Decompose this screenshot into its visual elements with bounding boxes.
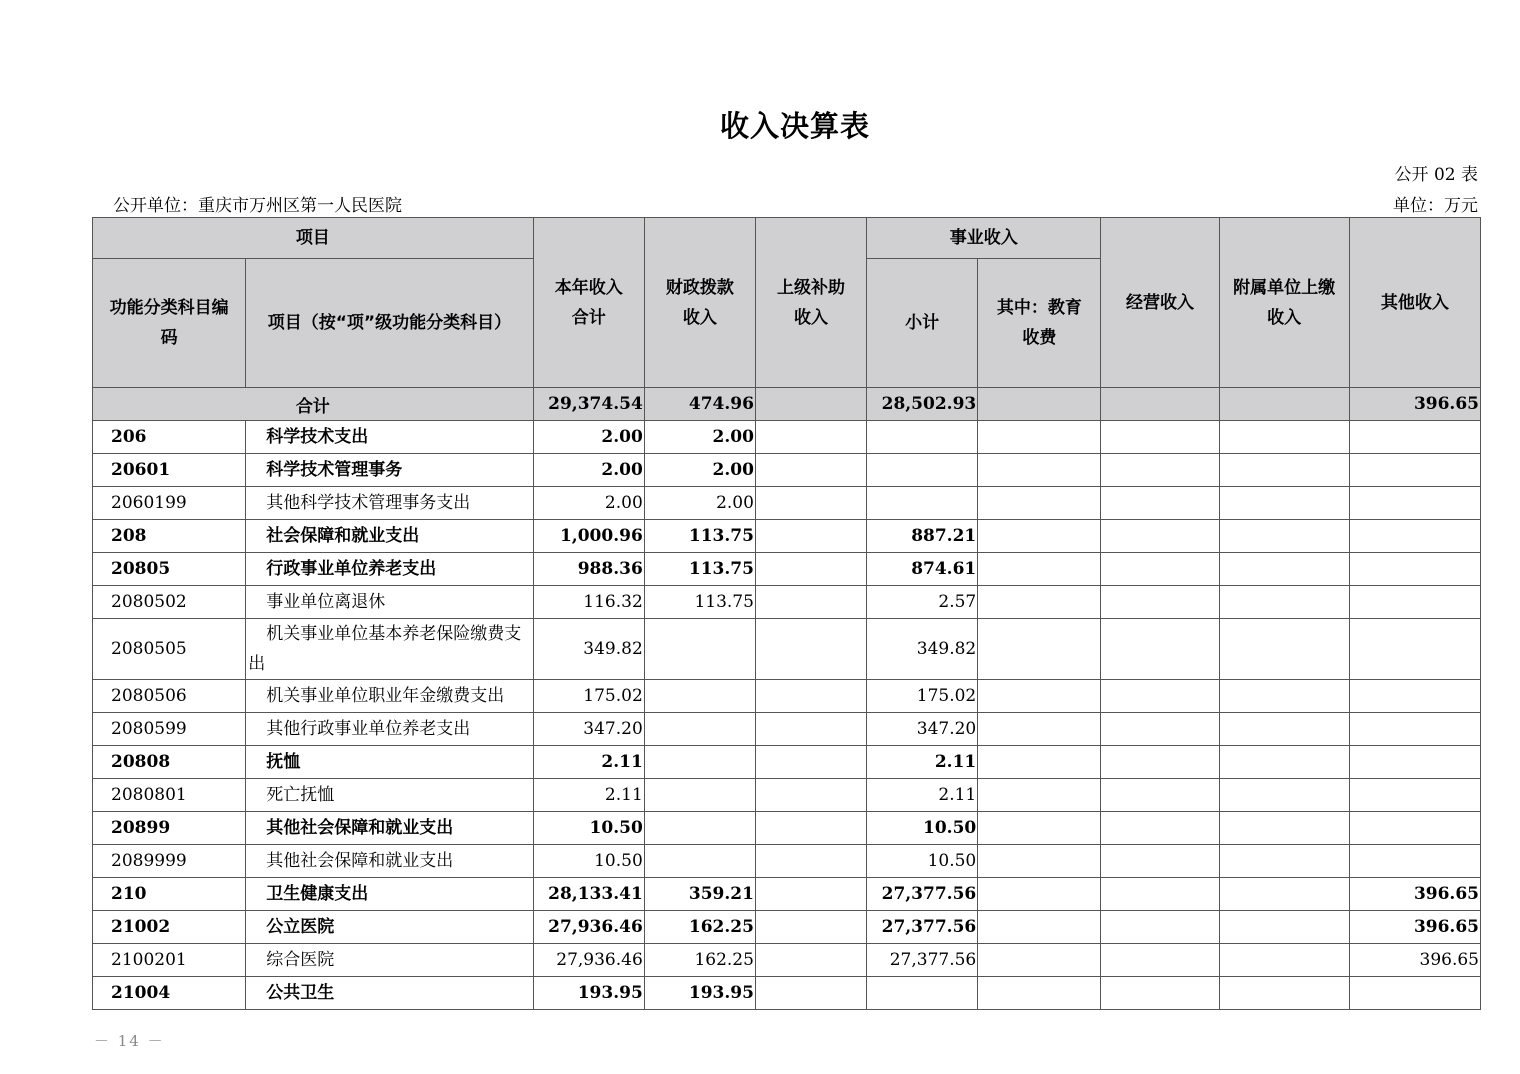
cell-other (1349, 520, 1480, 553)
cell-affiliate (1219, 812, 1349, 845)
cell-edu-fee (978, 454, 1101, 487)
cell-item-name: 抚恤 (246, 746, 533, 779)
cell-superior (755, 586, 866, 619)
cell-total-income: 1,000.96 (533, 520, 644, 553)
cell-affiliate (1219, 421, 1349, 454)
cell-code: 21002 (93, 911, 246, 944)
cell-total-income: 2.00 (533, 421, 644, 454)
cell-other (1349, 553, 1480, 586)
cell-subtotal: 175.02 (867, 680, 978, 713)
cell-edu-fee (978, 586, 1101, 619)
cell-affiliate (1219, 487, 1349, 520)
page-title: 收入决算表 (719, 109, 870, 143)
cell-fiscal: 359.21 (644, 878, 755, 911)
table-row (93, 520, 1481, 553)
cell-affiliate (1219, 779, 1349, 812)
cell-operating (1101, 388, 1219, 421)
cell-code: 2080599 (93, 713, 246, 746)
cell-item-name: 卫生健康支出 (246, 878, 533, 911)
cell-code: 210 (93, 878, 246, 911)
cell-fiscal (644, 779, 755, 812)
cell-total-income: 193.95 (533, 977, 644, 1010)
cell-operating (1101, 553, 1219, 586)
cell-fiscal: 113.75 (644, 586, 755, 619)
cell-superior (755, 977, 866, 1010)
cell-other (1349, 845, 1480, 878)
cell-other (1349, 586, 1480, 619)
cell-other (1349, 680, 1480, 713)
cell-subtotal (867, 454, 978, 487)
cell-operating (1101, 487, 1219, 520)
header-subtotal: 小计 (867, 259, 978, 388)
cell-fiscal (644, 713, 755, 746)
reporting-organization: 公开单位：重庆市万州区第一人民医院 (113, 196, 402, 216)
cell-operating (1101, 746, 1219, 779)
cell-edu-fee (978, 421, 1101, 454)
cell-total-income: 10.50 (533, 812, 644, 845)
cell-fiscal (644, 746, 755, 779)
cell-code: 2089999 (93, 845, 246, 878)
table-row (93, 454, 1481, 487)
cell-fiscal: 162.25 (644, 944, 755, 977)
cell-affiliate (1219, 713, 1349, 746)
cell-other (1349, 977, 1480, 1010)
cell-affiliate (1219, 553, 1349, 586)
cell-affiliate (1219, 388, 1349, 421)
cell-code: 2080801 (93, 779, 246, 812)
cell-other (1349, 454, 1480, 487)
table-row (93, 944, 1481, 977)
cell-subtotal: 27,377.56 (867, 944, 978, 977)
cell-operating (1101, 911, 1219, 944)
cell-other: 396.65 (1349, 388, 1480, 421)
cell-fiscal (644, 680, 755, 713)
cell-operating (1101, 878, 1219, 911)
cell-operating (1101, 845, 1219, 878)
cell-edu-fee (978, 779, 1101, 812)
cell-fiscal: 113.75 (644, 520, 755, 553)
table-row (93, 878, 1481, 911)
cell-item-name: 行政事业单位养老支出 (246, 553, 533, 586)
table-row (93, 845, 1481, 878)
cell-superior (755, 911, 866, 944)
cell-superior (755, 520, 866, 553)
cell-affiliate (1219, 977, 1349, 1010)
cell-code: 2080505 (93, 619, 246, 680)
cell-subtotal: 349.82 (867, 619, 978, 680)
cell-total-income: 2.00 (533, 454, 644, 487)
cell-item-name: 死亡抚恤 (246, 779, 533, 812)
cell-affiliate (1219, 878, 1349, 911)
cell-other (1349, 487, 1480, 520)
cell-item-name: 综合医院 (246, 944, 533, 977)
cell-fiscal: 162.25 (644, 911, 755, 944)
cell-item-name: 社会保障和就业支出 (246, 520, 533, 553)
cell-total-income: 27,936.46 (533, 911, 644, 944)
cell-operating (1101, 812, 1219, 845)
cell-fiscal: 113.75 (644, 553, 755, 586)
cell-subtotal: 28,502.93 (867, 388, 978, 421)
cell-fiscal: 2.00 (644, 421, 755, 454)
table-row (93, 779, 1481, 812)
cell-affiliate (1219, 944, 1349, 977)
table-row (93, 812, 1481, 845)
cell-affiliate (1219, 619, 1349, 680)
total-row (93, 388, 1481, 421)
cell-fiscal: 2.00 (644, 454, 755, 487)
cell-code: 2080506 (93, 680, 246, 713)
cell-other (1349, 713, 1480, 746)
table-row (93, 487, 1481, 520)
cell-operating (1101, 944, 1219, 977)
cell-other (1349, 779, 1480, 812)
cell-edu-fee (978, 911, 1101, 944)
cell-item-name: 公共卫生 (246, 977, 533, 1010)
cell-subtotal (867, 487, 978, 520)
cell-superior (755, 619, 866, 680)
cell-edu-fee (978, 680, 1101, 713)
cell-item-name: 机关事业单位职业年金缴费支出 (246, 680, 533, 713)
cell-edu-fee (978, 845, 1101, 878)
table-row (93, 421, 1481, 454)
cell-item-name: 其他科学技术管理事务支出 (246, 487, 533, 520)
cell-other: 396.65 (1349, 911, 1480, 944)
cell-subtotal: 887.21 (867, 520, 978, 553)
cell-total-income: 2.00 (533, 487, 644, 520)
table-row (93, 977, 1481, 1010)
cell-subtotal: 10.50 (867, 812, 978, 845)
cell-affiliate (1219, 911, 1349, 944)
cell-superior (755, 845, 866, 878)
header-total-income: 本年收入合计 (533, 218, 644, 388)
cell-other (1349, 619, 1480, 680)
cell-code: 2060199 (93, 487, 246, 520)
cell-code: 20601 (93, 454, 246, 487)
cell-code: 21004 (93, 977, 246, 1010)
cell-total-income: 27,936.46 (533, 944, 644, 977)
header-superior: 上级补助收入 (755, 218, 866, 388)
cell-total-income: 10.50 (533, 845, 644, 878)
cell-code: 208 (93, 520, 246, 553)
header-business-income: 事业收入 (867, 218, 1101, 259)
cell-operating (1101, 619, 1219, 680)
header-other: 其他收入 (1349, 218, 1480, 388)
cell-fiscal (644, 812, 755, 845)
cell-total-income: 116.32 (533, 586, 644, 619)
table-row (93, 680, 1481, 713)
table-row (93, 553, 1481, 586)
cell-operating (1101, 713, 1219, 746)
cell-edu-fee (978, 619, 1101, 680)
cell-superior (755, 746, 866, 779)
cell-total-income: 349.82 (533, 619, 644, 680)
cell-other (1349, 421, 1480, 454)
currency-unit: 单位：万元 (1393, 196, 1478, 216)
cell-other: 396.65 (1349, 878, 1480, 911)
cell-fiscal: 474.96 (644, 388, 755, 421)
cell-affiliate (1219, 746, 1349, 779)
cell-total-income: 175.02 (533, 680, 644, 713)
cell-subtotal: 10.50 (867, 845, 978, 878)
cell-edu-fee (978, 878, 1101, 911)
header-project: 项目 (93, 218, 534, 259)
header-operating: 经营收入 (1101, 218, 1219, 388)
income-table (92, 217, 1481, 1010)
cell-superior (755, 553, 866, 586)
cell-subtotal: 2.57 (867, 586, 978, 619)
cell-subtotal: 2.11 (867, 779, 978, 812)
cell-edu-fee (978, 812, 1101, 845)
cell-total-income: 29,374.54 (533, 388, 644, 421)
cell-superior (755, 779, 866, 812)
form-number: 公开 02 表 (1394, 165, 1478, 185)
header-code: 功能分类科目编码 (93, 259, 246, 388)
cell-code: 20805 (93, 553, 246, 586)
cell-subtotal: 874.61 (867, 553, 978, 586)
cell-code: 20899 (93, 812, 246, 845)
cell-affiliate (1219, 680, 1349, 713)
cell-affiliate (1219, 520, 1349, 553)
cell-operating (1101, 520, 1219, 553)
cell-operating (1101, 454, 1219, 487)
header-edu-fee: 其中：教育收费 (978, 259, 1101, 388)
cell-other (1349, 746, 1480, 779)
cell-fiscal (644, 845, 755, 878)
cell-operating (1101, 680, 1219, 713)
cell-affiliate (1219, 845, 1349, 878)
cell-operating (1101, 779, 1219, 812)
table-row (93, 619, 1481, 680)
cell-subtotal: 2.11 (867, 746, 978, 779)
cell-item-name: 科学技术支出 (246, 421, 533, 454)
cell-fiscal: 193.95 (644, 977, 755, 1010)
cell-code: 20808 (93, 746, 246, 779)
cell-superior (755, 944, 866, 977)
table-row (93, 746, 1481, 779)
cell-item-name: 其他社会保障和就业支出 (246, 812, 533, 845)
cell-superior (755, 812, 866, 845)
cell-item-name: 其他行政事业单位养老支出 (246, 713, 533, 746)
table-row (93, 911, 1481, 944)
cell-subtotal (867, 421, 978, 454)
cell-edu-fee (978, 388, 1101, 421)
cell-code: 2080502 (93, 586, 246, 619)
cell-edu-fee (978, 520, 1101, 553)
cell-superior (755, 878, 866, 911)
header-fiscal: 财政拨款收入 (644, 218, 755, 388)
cell-affiliate (1219, 454, 1349, 487)
table-row (93, 586, 1481, 619)
cell-item-name: 事业单位离退休 (246, 586, 533, 619)
cell-edu-fee (978, 977, 1101, 1010)
cell-edu-fee (978, 487, 1101, 520)
cell-subtotal: 347.20 (867, 713, 978, 746)
cell-edu-fee (978, 944, 1101, 977)
cell-total-income: 2.11 (533, 779, 644, 812)
cell-total-income: 988.36 (533, 553, 644, 586)
cell-other: 396.65 (1349, 944, 1480, 977)
cell-affiliate (1219, 586, 1349, 619)
header-affiliate: 附属单位上缴收入 (1219, 218, 1349, 388)
cell-total-income: 28,133.41 (533, 878, 644, 911)
cell-superior (755, 680, 866, 713)
cell-superior (755, 421, 866, 454)
header-item: 项目（按“项”级功能分类科目） (246, 259, 533, 388)
cell-superior (755, 713, 866, 746)
cell-edu-fee (978, 746, 1101, 779)
cell-superior (755, 454, 866, 487)
cell-item-name: 其他社会保障和就业支出 (246, 845, 533, 878)
cell-code: 2100201 (93, 944, 246, 977)
cell-other (1349, 812, 1480, 845)
cell-subtotal: 27,377.56 (867, 878, 978, 911)
cell-fiscal: 2.00 (644, 487, 755, 520)
cell-subtotal (867, 977, 978, 1010)
cell-code: 206 (93, 421, 246, 454)
cell-item-name: 机关事业单位基本养老保险缴费支出 (246, 619, 533, 680)
cell-operating (1101, 977, 1219, 1010)
table-row (93, 713, 1481, 746)
cell-edu-fee (978, 553, 1101, 586)
cell-fiscal (644, 619, 755, 680)
cell-operating (1101, 421, 1219, 454)
cell-superior (755, 487, 866, 520)
cell-edu-fee (978, 713, 1101, 746)
cell-operating (1101, 586, 1219, 619)
cell-total-income: 2.11 (533, 746, 644, 779)
cell-superior (755, 388, 866, 421)
cell-total-income: 347.20 (533, 713, 644, 746)
cell-item-name: 科学技术管理事务 (246, 454, 533, 487)
page-number: － 14 － (94, 1032, 165, 1050)
cell-subtotal: 27,377.56 (867, 911, 978, 944)
cell-item-name: 公立医院 (246, 911, 533, 944)
total-label: 合计 (93, 388, 534, 421)
